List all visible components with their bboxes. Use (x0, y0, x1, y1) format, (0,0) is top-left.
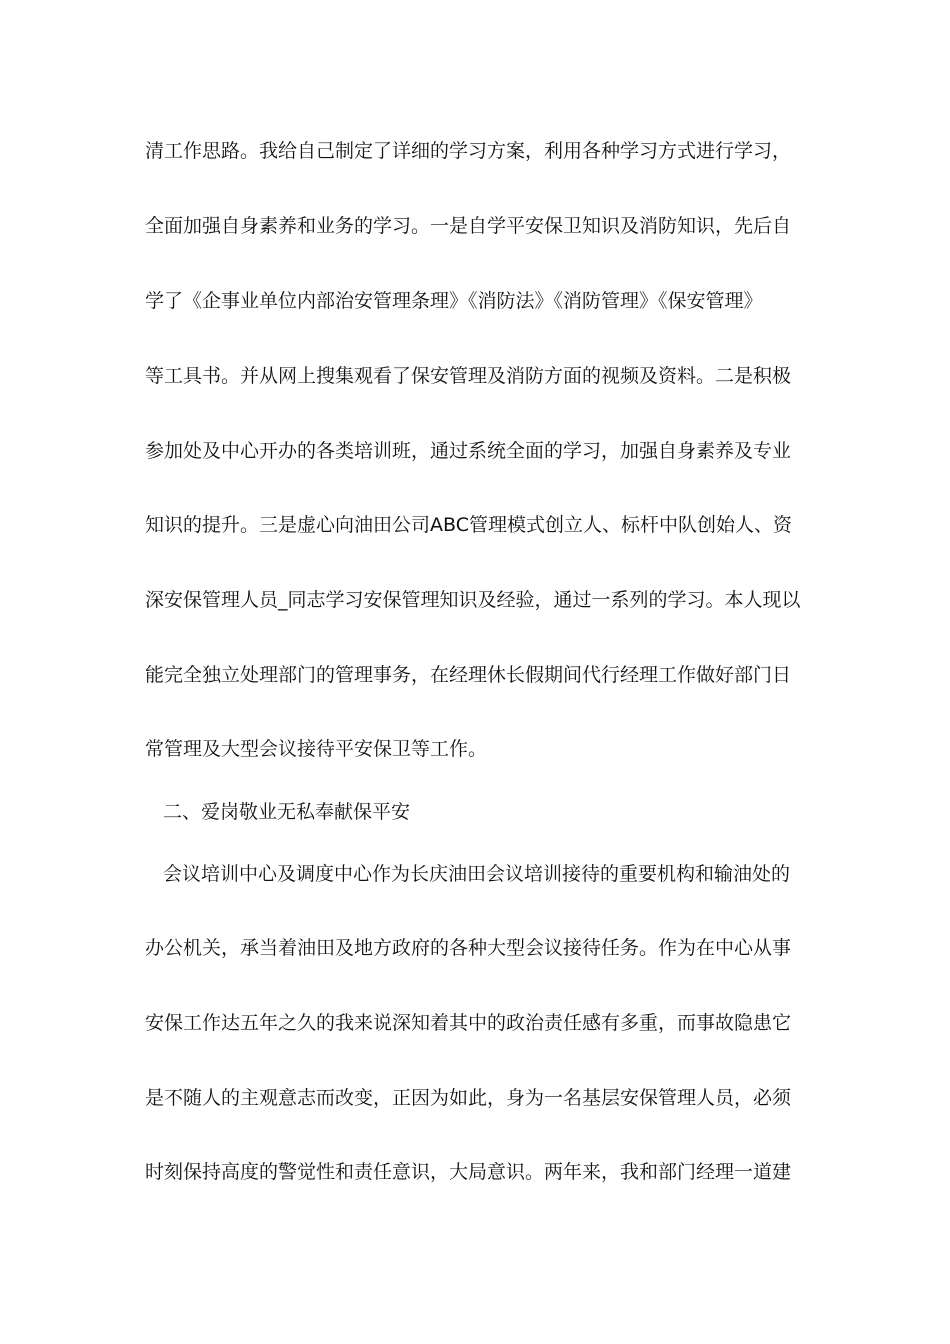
text-line: 是不随人的主观意志而改变，正因为如此，身为一名基层安保管理人员，必须 (145, 1087, 792, 1109)
text-line: 会议培训中心及调度中心作为长庆油田会议培训接待的重要机构和输油处的 (163, 863, 791, 885)
text-line: 办公机关，承当着油田及地方政府的各种大型会议接待任务。作为在中心从事 (145, 937, 792, 959)
text-line: 全面加强自身素养和业务的学习。一是自学平安保卫知识及消防知识，先后自 (145, 215, 792, 237)
text-line: 安保工作达五年之久的我来说深知着其中的政治责任感有多重，而事故隐患它 (145, 1012, 792, 1034)
section-heading: 二、爱岗敬业无私奉献保平安 (163, 801, 411, 823)
text-line: 清工作思路。我给自己制定了详细的学习方案，利用各种学习方式进行学习， (145, 140, 792, 162)
text-line: 知识的提升。三是虚心向油田公司ABC管理模式创立人、标杆中队创始人、资 (145, 514, 792, 536)
text-line: 能完全独立处理部门的管理事务，在经理休长假期间代行经理工作做好部门日 (145, 664, 792, 686)
text-line: 常管理及大型会议接待平安保卫等工作。 (145, 738, 488, 760)
text-line: 等工具书。并从网上搜集观看了保安管理及消防方面的视频及资料。二是积极 (145, 365, 792, 387)
text-line: 学了《企事业单位内部治安管理条理》《消防法》《消防管理》《保安管理》 (145, 290, 763, 312)
text-line: 参加处及中心开办的各类培训班，通过系统全面的学习，加强自身素养及专业 (145, 440, 792, 462)
text-line: 时刻保持高度的警觉性和责任意识，大局意识。两年来，我和部门经理一道建 (145, 1161, 792, 1183)
text-line: 深安保管理人员_同志学习安保管理知识及经验，通过一系列的学习。本人现以 (145, 589, 801, 611)
